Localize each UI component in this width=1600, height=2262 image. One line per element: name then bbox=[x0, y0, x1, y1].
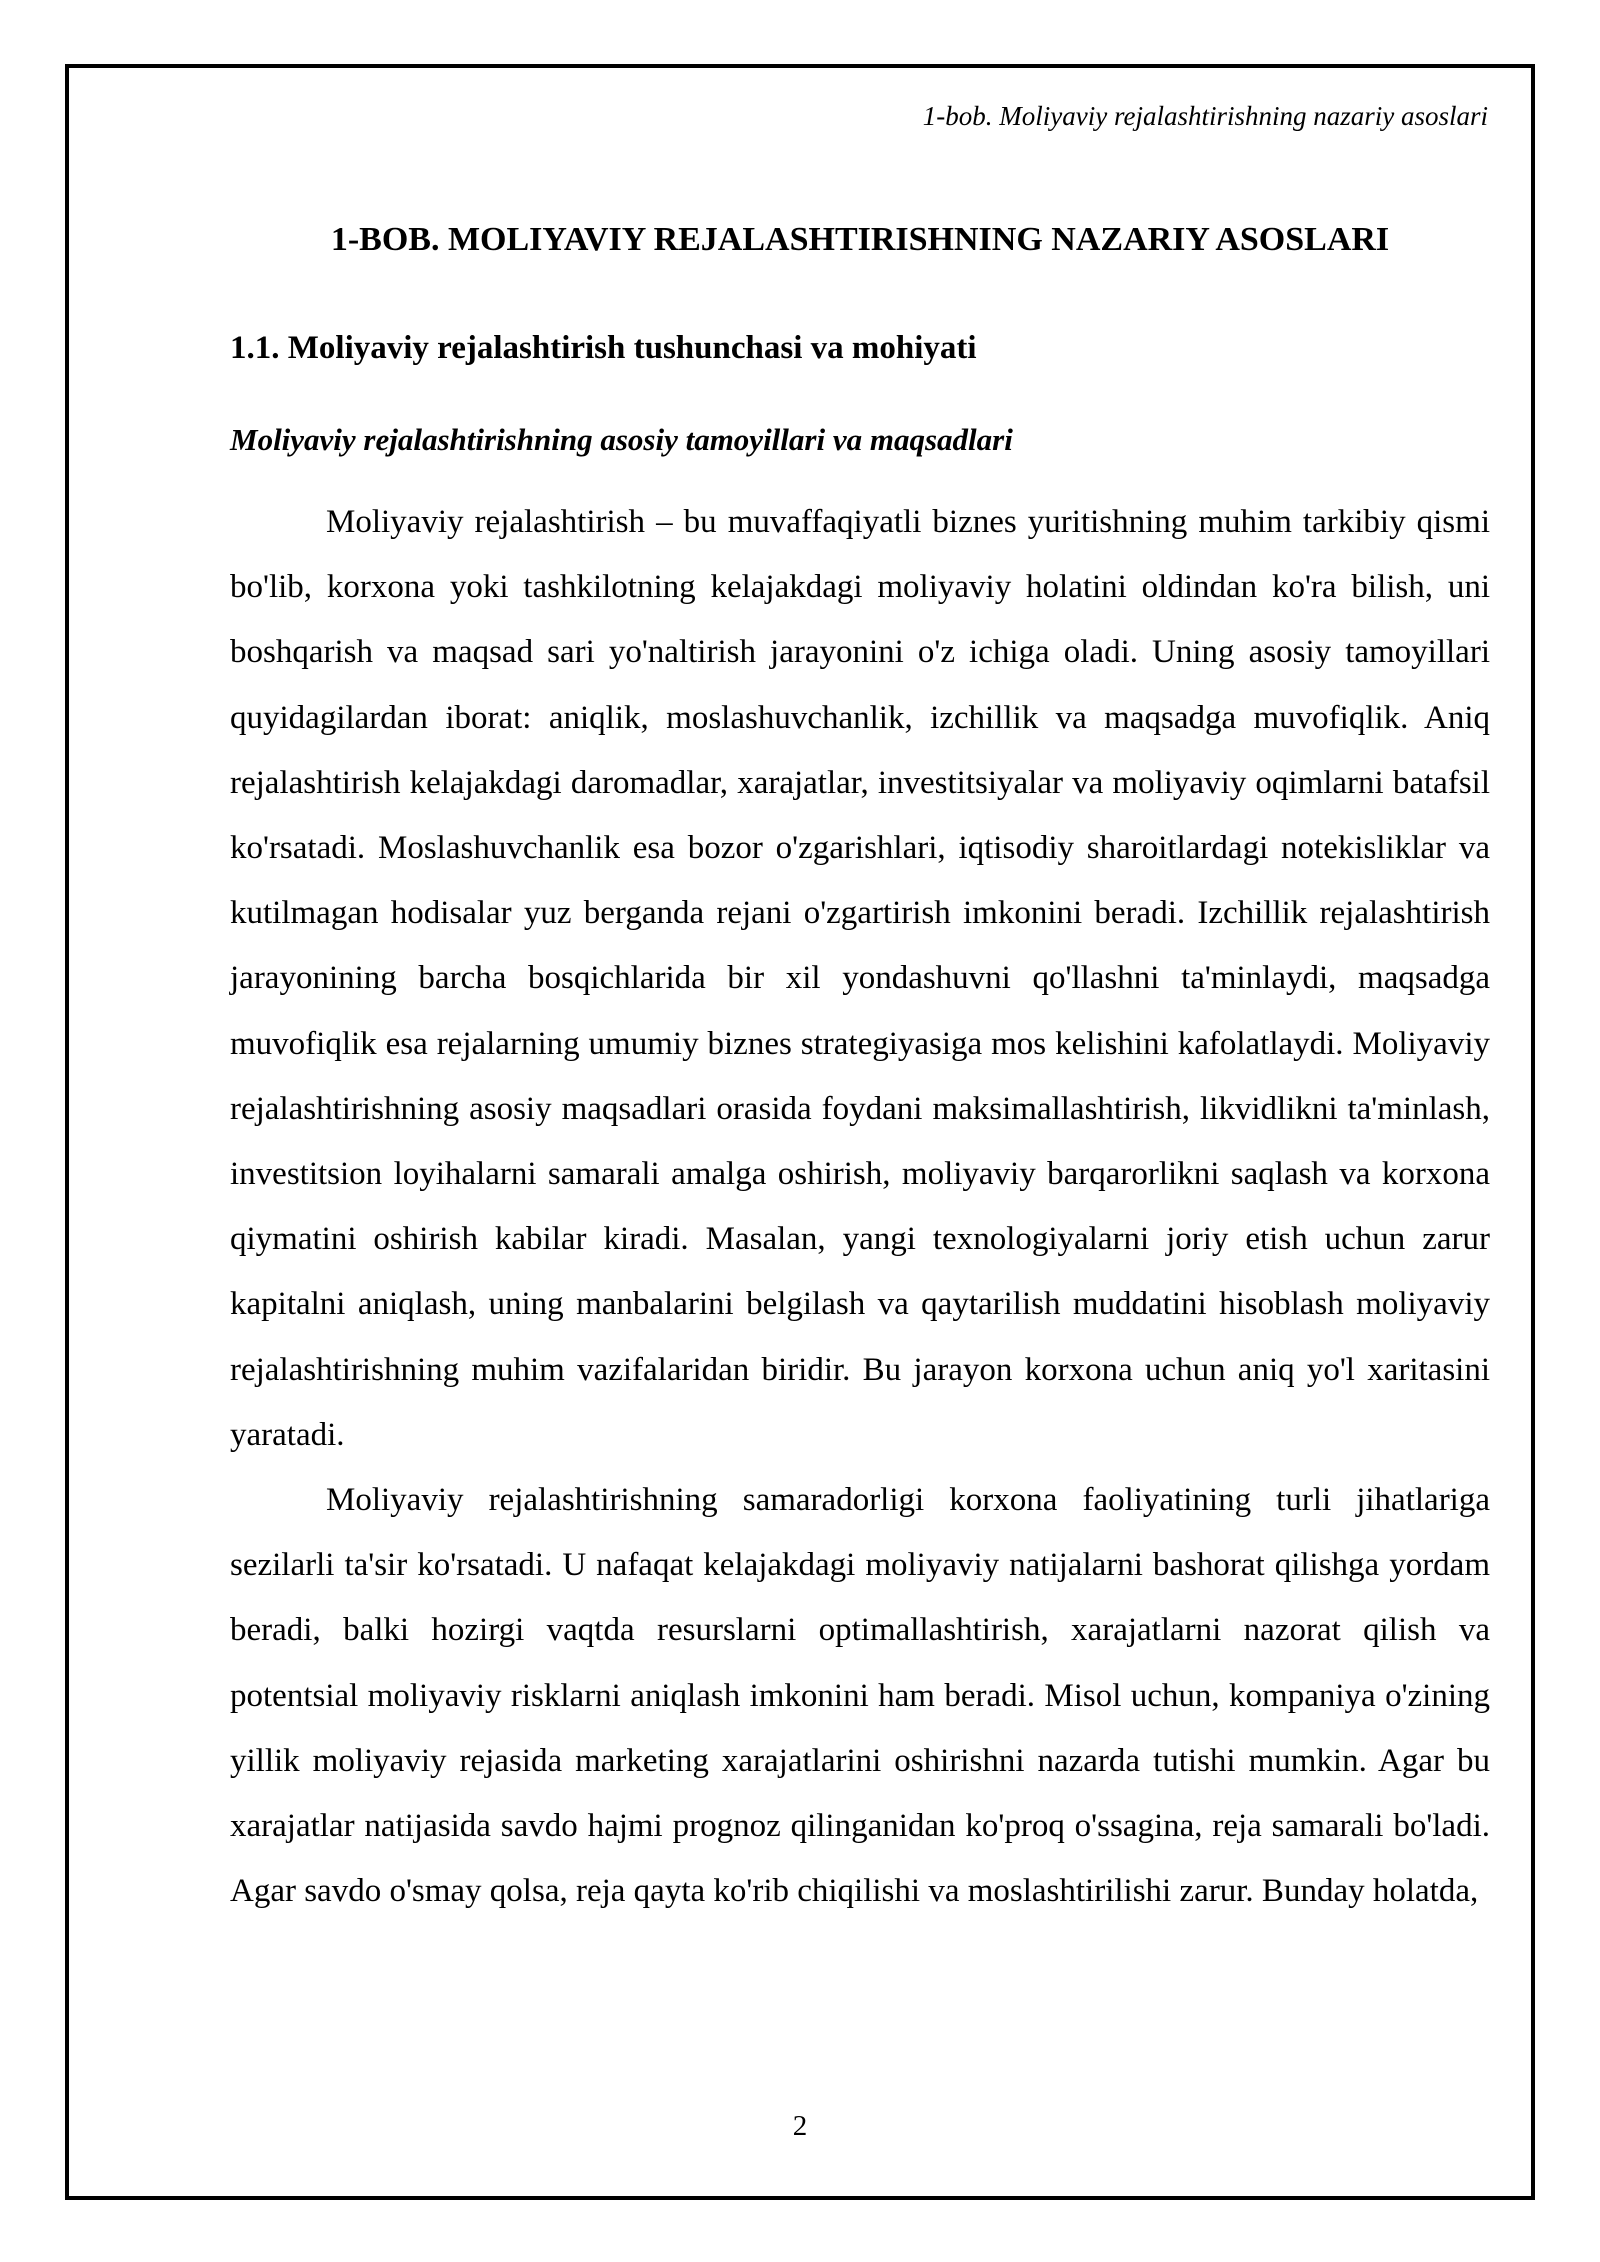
subsection-title: Moliyaviy rejalashtirishning asosiy tamoyillari va maqsadlari bbox=[230, 422, 1013, 457]
chapter-title: 1-BOB. MOLIYAVIY REJALASHTIRISHNING NAZARIY ASOSLARI bbox=[330, 221, 1390, 258]
section-title: 1.1. Moliyaviy rejalashtirish tushunchasi va mohiyati bbox=[230, 330, 977, 366]
page-number: 2 bbox=[792, 2110, 808, 2142]
paragraph: Moliyaviy rejalashtirish – bu muvaffaqiyatli biznes yuritishning muhim tarkibiy qismi bo'lib, korxona yoki tashkilotning kelajakdagi moliyaviy holatini oldindan ko'ra bilish, uni boshqarish va maqsad sari yo'naltirish jarayonini o'z ichiga oladi. Uning asosiy tamoyillari quyidagilardan iborat: aniqlik, moslashuvchanlik, izchillik va maqsadga muvofiqlik. Aniq rejalashtirish kelajakdagi daromadlar, xarajatlar, investitsiyalar va moliyaviy oqimlarni batafsil ko'rsatadi. Moslashuvchanlik esa bozor o'zgarishlari, iqtisodiy sharoitlardagi notekisliklar va kutilmagan hodisalar yuz berganda rejani o'zgartirish imkonini beradi. Izchillik rejalashtirish jarayonining barcha bosqichlarida bir xil yondashuvni qo'llashni ta'minlaydi, maqsadga muvofiqlik esa rejalarning umumiy biznes strategiyasiga mos kelishini kafolatlaydi. Moliyaviy rejalashtirishning asosiy maqsadlari orasida foydani maksimallashtirish, likvidlikni ta'minlash, investitsion loyihalarni samarali amalga oshirish, moliyaviy barqarorlikni saqlash va korxona qiymatini oshirish kabilar kiradi. Masalan, yangi texnologiyalarni joriy etish uchun zarur kapitalni aniqlash, uning manbalarini belgilash va qaytarilish muddatini hisoblash moliyaviy rejalashtirishning muhim vazifalaridan biridir. Bu jarayon korxona uchun aniq yo'l xaritasini yaratadi. bbox=[230, 504, 1490, 1453]
body-text bbox=[230, 490, 1490, 1924]
running-header: 1-bob. Moliyaviy rejalashtirishning nazariy asoslari bbox=[922, 101, 1488, 131]
paragraph: Moliyaviy rejalashtirishning samaradorligi korxona faoliyatining turli jihatlariga sezilarli ta'sir ko'rsatadi. U nafaqat kelajakdagi moliyaviy natijalarni bashorat qilishga yordam beradi, balki hozirgi vaqtda resurslarni optimallashtirish, xarajatlarni nazorat qilish va potentsial moliyaviy risklarni aniqlash imkonini ham beradi. Misol uchun, kompaniya o'zining yillik moliyaviy rejasida marketing xarajatlarini oshirishni nazarda tutishi mumkin. Agar bu xarajatlar natijasida savdo hajmi prognoz qilinganidan ko'proq o'ssagina, reja samarali bo'ladi. Agar savdo o'smay qolsa, reja qayta ko'rib chiqilishi va moslashtirilishi zarur. Bunday holatda, bbox=[230, 1482, 1490, 1910]
